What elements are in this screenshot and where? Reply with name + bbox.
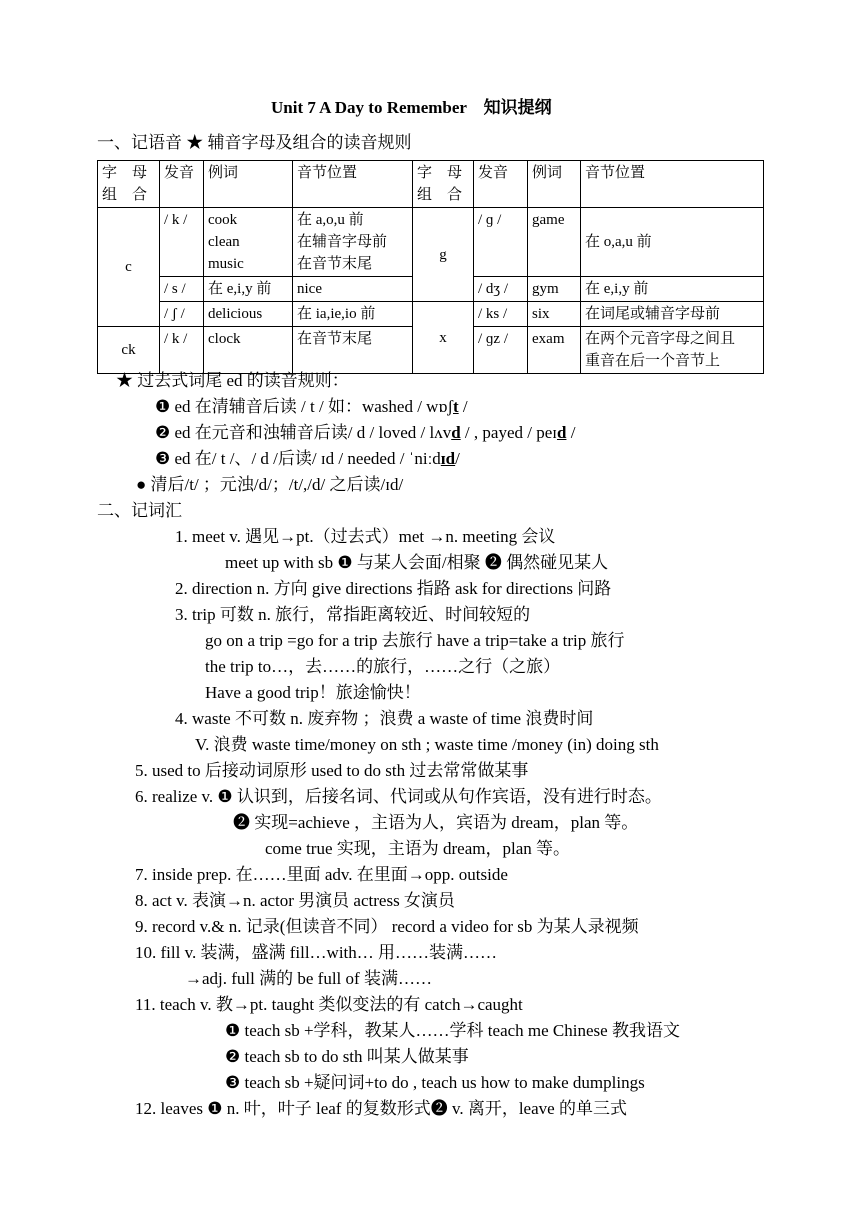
position-cell: 在 a,o,u 前 在辅音字母前 在音节末尾 — [293, 208, 413, 277]
sound-cell: / k / — [160, 208, 204, 277]
example-cell: exam — [528, 327, 581, 374]
example-cell: gym — [528, 277, 581, 302]
vocab-line: 11. teach v. 教→pt. taught 类似变法的有 catch→caught — [135, 995, 523, 1014]
header-sound-2: 发音 — [474, 161, 528, 208]
example-cell: six — [528, 302, 581, 327]
vocab-line: V. 浪费 waste time/money on sth ; waste time /money (in) doing sth — [195, 735, 659, 754]
sound-cell: / dʒ / — [474, 277, 528, 302]
table-header-row — [98, 161, 764, 208]
header-example-2: 例词 — [528, 161, 581, 208]
vocab-line: 5. used to 后接动词原形 used to do sth 过去常常做某事 — [135, 761, 529, 780]
vocab-line: 12. leaves ❶ n. 叶，叶子 leaf 的复数形式❷ v. 离开，leave 的单三式 — [135, 1099, 627, 1118]
sound-cell: / k / — [160, 327, 204, 374]
sound-cell: / s / — [160, 277, 204, 302]
ed-rules-heading: ★ 过去式词尾 ed 的读音规则： — [116, 371, 349, 390]
sound-cell: / ks / — [474, 302, 528, 327]
position-cell: 在两个元音字母之间且 重音在后一个音节上 — [581, 327, 764, 374]
table-row — [98, 302, 764, 327]
vocab-line: 2. direction n. 方向 give directions 指路 ask for directions 问路 — [175, 579, 612, 598]
vocab-line: ❶ teach sb +学科，教某人……学科 teach me Chinese 教我语文 — [225, 1021, 680, 1040]
vocab-line: 9. record v.& n. 记录(但读音不同） record a video for sb 为某人录视频 — [135, 917, 639, 936]
header-letter-combo-2: 字 母组 合 — [413, 161, 474, 208]
example-cell: game — [528, 208, 581, 277]
vocab-line: Have a good trip！旅途愉快！ — [205, 683, 421, 702]
ed-rule-2: ❷ ed 在元音和浊辅音后读/ d / loved / lʌvd / , payed / peɪd / — [155, 423, 576, 442]
ed-rule-3: ❸ ed 在/ t /、/ d /后读/ ɪd / needed / ˈniːdɪd/ — [155, 449, 460, 468]
table-row — [98, 208, 764, 277]
vocab-line: meet up with sb ❶ 与某人会面/相聚 ❷ 偶然碰见某人 — [225, 553, 609, 572]
ed-rule-summary: ● 清后/t/ ；元浊/d/；/t/,/d/ 之后读/ɪd/ — [136, 475, 404, 494]
sound-cell: / ɡ / — [474, 208, 528, 277]
example-cell: 在 e,i,y 前 — [204, 277, 293, 302]
vocab-line: 10. fill v. 装满，盛满 fill…with… 用……装满…… — [135, 943, 498, 962]
header-position-2: 音节位置 — [581, 161, 764, 208]
vocab-line: 1. meet v. 遇见→pt.（过去式）met →n. meeting 会议 — [175, 527, 556, 546]
vocab-line: 3. trip 可数 n. 旅行，常指距离较近、时间较短的 — [175, 605, 531, 624]
vocab-line: ❷ 实现=achieve ，主语为人，宾语为 dream，plan 等。 — [233, 813, 639, 832]
consonant-rules-table — [97, 160, 764, 374]
header-example: 例词 — [204, 161, 293, 208]
vocab-line: 6. realize v. ❶ 认识到，后接名词、代词或从句作宾语，没有进行时态。 — [135, 787, 662, 806]
position-cell: 在词尾或辅音字母前 — [581, 302, 764, 327]
letter-c: c — [98, 208, 160, 327]
header-letter-combo: 字 母组 合 — [98, 161, 160, 208]
sound-cell: / ʃ / — [160, 302, 204, 327]
vocab-line: the trip to…，去……的旅行，……之行（之旅） — [205, 657, 561, 676]
position-cell: 在 e,i,y 前 — [581, 277, 764, 302]
header-position: 音节位置 — [293, 161, 413, 208]
page-title: Unit 7 A Day to Remember 知识提纲 — [271, 98, 552, 117]
vocab-line: 8. act v. 表演→n. actor 男演员 actress 女演员 — [135, 891, 455, 910]
vocab-line: go on a trip =go for a trip 去旅行 have a trip=take a trip 旅行 — [205, 631, 625, 650]
vocab-line: 4. waste 不可数 n. 废弃物 ；浪费 a waste of time 浪费时间 — [175, 709, 594, 728]
position-cell: 在音节末尾 — [293, 327, 413, 374]
sound-cell: / ɡz / — [474, 327, 528, 374]
section-2-heading: 二、记词汇 — [97, 501, 182, 520]
header-sound: 发音 — [160, 161, 204, 208]
vocab-line: come true 实现，主语为 dream，plan 等。 — [265, 839, 570, 858]
example-cell: delicious — [204, 302, 293, 327]
position-cell: nice — [293, 277, 413, 302]
example-cell: cook clean music — [204, 208, 293, 277]
letter-g: g — [413, 208, 474, 302]
position-cell: 在 o,a,u 前 — [581, 208, 764, 277]
vocab-line: 7. inside prep. 在……里面 adv. 在里面→opp. outside — [135, 865, 508, 884]
letter-ck: ck — [98, 327, 160, 374]
vocab-line: ❸ teach sb +疑问词+to do , teach us how to make dumplings — [225, 1073, 645, 1092]
position-cell: 在 ia,ie,io 前 — [293, 302, 413, 327]
vocab-line: ❷ teach sb to do sth 叫某人做某事 — [225, 1047, 469, 1066]
vocab-line: →adj. full 满的 be full of 装满…… — [185, 969, 432, 988]
ed-rule-1: ❶ ed 在清辅音后读 / t / 如：washed / wɒʃt / — [155, 397, 468, 416]
letter-x: x — [413, 302, 474, 374]
section-1-heading: 一、记语音 ★ 辅音字母及组合的读音规则 — [97, 133, 412, 152]
example-cell: clock — [204, 327, 293, 374]
